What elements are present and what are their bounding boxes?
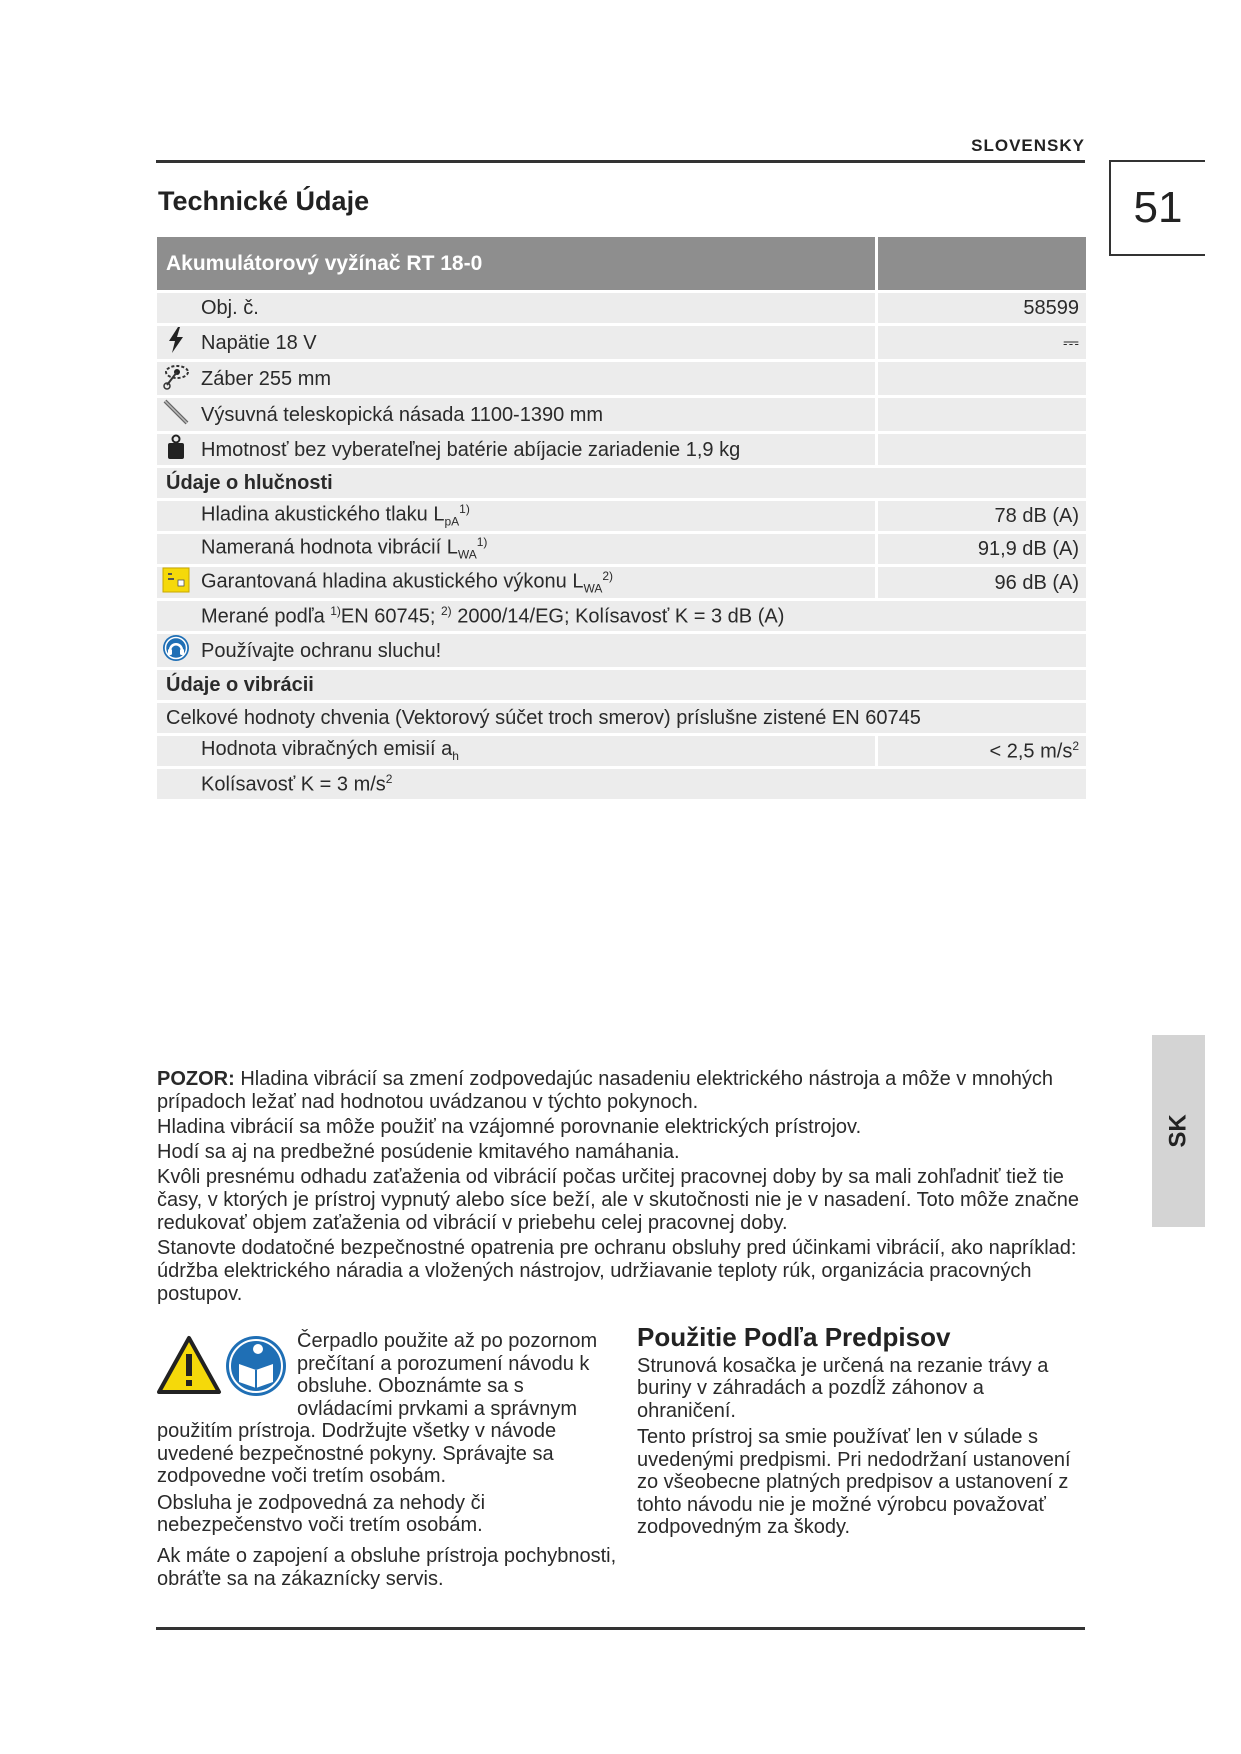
language-side-tab [1152, 1035, 1205, 1227]
measured-by: Merané podľa $^{1)}$EN 60745; $^{2)}$ 2000/14/EG; Kolísavosť K = 3 dB (A) [195, 601, 1086, 634]
table-row [157, 434, 1086, 468]
vibration-total: Celkové hodnoty chvenia (Vektorový súčet troch smerov) príslušne zistené EN 60745 [157, 703, 1086, 736]
side-tab-label: SK [1164, 1114, 1192, 1148]
hearing-protection-icon [157, 634, 195, 670]
vibration-warning [157, 1068, 1092, 1308]
warning-paragraph: POZOR: Hladina vibrácií sa zmení zodpovedajúc nasadeniu elektrického nástroja a môže v mnohých prípadoch ležať nad hodnotou uvádzanou v týchto pokynoch. [157, 1068, 1054, 1113]
row-value [875, 362, 1086, 398]
noise-heading-row [157, 468, 1086, 501]
header-value-cell [875, 237, 1086, 293]
table-row [157, 362, 1086, 398]
table-row [157, 534, 1086, 567]
vibration-heading: Údaje o vibrácii [157, 670, 1086, 703]
product-title: Akumulátorový vyžínač RT 18-0 [157, 237, 875, 293]
table-row [157, 634, 1086, 670]
row-value: 91,9 dB (A) [875, 534, 1086, 567]
safety-notice [157, 1330, 617, 1541]
service-note: Ak máte o zapojení a obsluhe prístroja pochybnosti, obráťte sa na zákaznícky servis. [157, 1545, 617, 1590]
table-row [157, 326, 1086, 362]
row-label: Výsuvná teleskopická násada 1100-1390 mm [195, 398, 875, 434]
row-label: Záber 255 mm [195, 362, 875, 398]
table-row [157, 567, 1086, 601]
row-value [875, 434, 1086, 468]
cut-width-icon [157, 362, 195, 398]
row-label: Napätie 18 V [195, 326, 875, 362]
row-label: Hmotnosť bez vyberateľnej batérie abíjacie zariadenie 1,9 kg [195, 434, 875, 468]
warning-paragraph: Kvôli presnému odhadu zaťaženia od vibrácií počas určitej pracovnej doby by sa mali zohľadniť tiež tie časy, v ktorých je prístroj vypnutý alebo síce beží, ale v skutočnosti nie je v nasadení. Toto môže značne redukovať objem zaťaženia od vibrácií v priebehu celej pracovnej doby. [157, 1166, 1079, 1234]
table-row [157, 501, 1086, 534]
sound-power-label-icon [157, 567, 195, 601]
intended-use-paragraph: Tento prístroj sa smie používať len v súlade s uvedenými predpismi. Pri nedodržaní ustanovení zo všeobecne platných predpisov a ustanovení z tohto návodu nie je možné výrobcu považovať zodpovedným za škody. [637, 1426, 1071, 1538]
vibration-heading-row [157, 670, 1086, 703]
page-number: 51 [1109, 160, 1205, 256]
warning-label: POZOR: [157, 1068, 235, 1090]
spec-table-header [157, 237, 1086, 293]
bottom-rule [156, 1627, 1085, 1630]
warning-paragraph: Hladina vibrácií sa môže použiť na vzájomné porovnanie elektrických prístrojov. [157, 1116, 862, 1138]
warning-paragraph: Hodí sa aj na predbežné posúdenie kmitavého namáhania. [157, 1141, 680, 1163]
empty-icon-cell [157, 601, 195, 634]
spec-table [157, 237, 1086, 802]
row-value [875, 398, 1086, 434]
empty-icon-cell [157, 769, 195, 802]
section-title: Technické Údaje [158, 186, 370, 216]
noise-heading: Údaje o hlučnosti [157, 468, 1086, 501]
row-value: < 2,5 $m/s^2$ [875, 736, 1086, 769]
table-row [157, 769, 1086, 802]
intended-use-paragraph: Strunová kosačka je určená na rezanie trávy a buriny v záhradách a pozdĺž záhonov a ohraničení. [637, 1354, 1049, 1422]
row-label: Garantovaná hladina akustického výkonu $L_{WA}^{2)}$ [195, 567, 875, 601]
row-value: 96 dB (A) [875, 567, 1086, 601]
telescopic-rod-icon [157, 398, 195, 434]
row-label: Kolísavosť K = 3 $m/s^2$ [195, 769, 1086, 802]
table-row [157, 293, 1086, 326]
read-manual-icon [226, 1336, 286, 1396]
intended-use-heading: Použitie Podľa Predpisov [637, 1322, 951, 1352]
safety-icons [157, 1334, 287, 1398]
top-rule [156, 160, 1085, 163]
warning-paragraph: Stanovte dodatočné bezpečnostné opatrenia pre ochranu obsluhy pred účinkami vibrácií, ako napríklad: údržba elektrického náradia a vložených nástrojov, udržiavanie teploty rúk, organizácia pracovných postupov. [157, 1237, 1077, 1305]
row-label: Nameraná hodnota vibrácií $L_{WA}^{1)}$ [195, 534, 875, 567]
lightning-icon [157, 326, 195, 362]
table-row [157, 736, 1086, 769]
empty-icon-cell [157, 534, 195, 567]
empty-icon-cell [157, 293, 195, 326]
weight-icon [157, 434, 195, 468]
row-label: Obj. č. [195, 293, 875, 326]
row-value: 78 dB (A) [875, 501, 1086, 534]
intended-use-section [637, 1322, 1087, 1543]
dc-symbol: ⎓ [875, 326, 1086, 362]
table-row [157, 398, 1086, 434]
safety-paragraph: Obsluha je zodpovedná za nehody či nebezpečenstvo voči tretím osobám. [157, 1491, 486, 1536]
language-label: SLOVENSKY [971, 136, 1085, 155]
row-label: Hodnota vibračných emisií $a_h$ [195, 736, 875, 769]
table-row [157, 601, 1086, 634]
row-label: Hladina akustického tlaku $L_{pA}^{1)}$ [195, 501, 875, 534]
empty-icon-cell [157, 501, 195, 534]
hearing-protection-text: Používajte ochranu sluchu! [195, 634, 1086, 670]
safety-paragraph: Čerpadlo použite až po pozornom prečítaní a porozumení návodu k obsluhe. Oboznámte sa s ovládacími prvkami a správnym použitím prístroja. Dodržujte všetky v návode uvedené bezpečnostné pokyny. Správajte sa zodpovedne voči tretím osobám. [157, 1330, 598, 1487]
warning-triangle-icon [159, 1338, 219, 1392]
row-value: 58599 [875, 293, 1086, 326]
empty-icon-cell [157, 736, 195, 769]
table-row [157, 703, 1086, 736]
